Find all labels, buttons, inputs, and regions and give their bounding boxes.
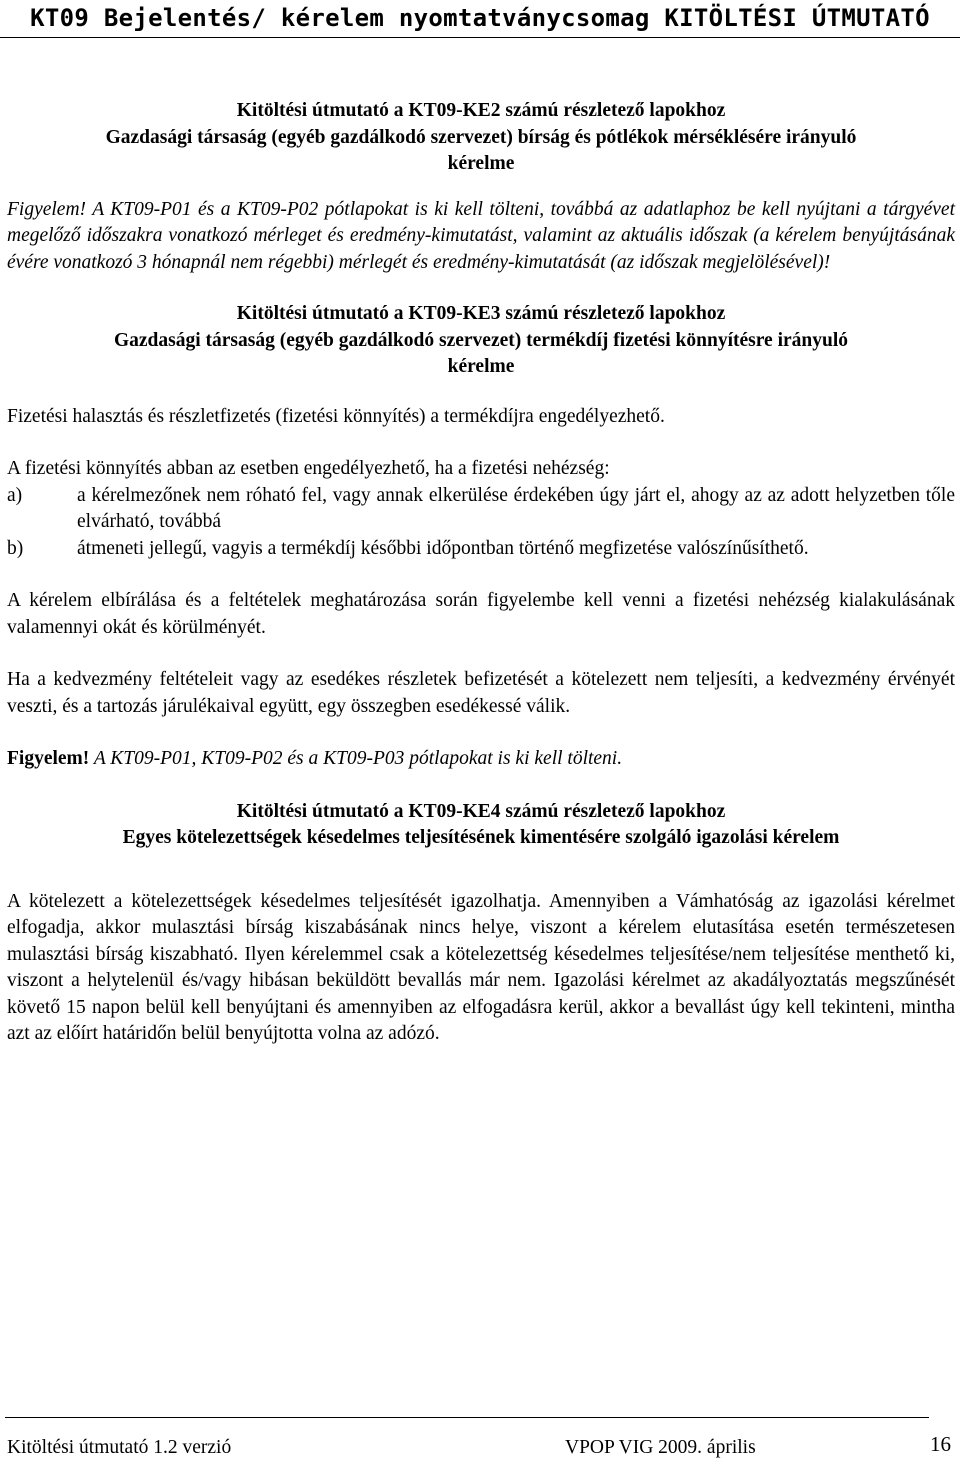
list-marker-a: a)	[7, 484, 23, 506]
page-number: 16	[930, 1432, 951, 1456]
footer-date: VPOP VIG 2009. április	[565, 1437, 756, 1458]
ke3-list-item-a	[7, 483, 955, 536]
ke3-heading-line3: kérelme	[447, 356, 515, 377]
ke2-warning-label: Figyelem!	[7, 198, 87, 220]
ke4-paragraph-1: A kötelezett a kötelezettségek késedelmes teljesítését igazolhatja. Amennyiben a Vámhatóság az igazolási kérelmet elfogadja, akkor mulasztási bírság kiszabásának nincs helye, viszont a kérelem elutasítása esetén természetesen mulasztási bírság kiszabható. Ilyen kérelemmel csak a kötelezettség késedelmes teljesítése/nem teljesítése menthető ki, viszont a helytelenül és/vagy hibásan beküldött bevallás már nem. Igazolási kérelmet az akadályoztatás megszűnését követő 15 napon belül kell benyújtani és amennyiben az elfogadásra kerül, akkor a bevallást úgy kell tekinteni, mintha azt az előírt határidőn belül benyújtotta volna az adózó.	[7, 890, 955, 1044]
ke3-warning-label: Figyelem!	[7, 748, 90, 769]
list-text-a: a kérelmezőnek nem róható fel, vagy annak elkerülése érdekében úgy járt el, ahogy az az adott helyzetben tőle elvárható, továbbá	[77, 484, 955, 532]
ke3-list-item-b	[7, 536, 955, 563]
ke4-heading	[7, 799, 955, 852]
ke3-paragraph-3: A kérelem elbírálása és a feltételek meghatározása során figyelembe kell venni a fizetési nehézség kialakulásának valamennyi okát és körülményét.	[7, 590, 955, 638]
ke2-warning-text: A KT09-P01 és a KT09-P02 pótlapokat is ki kell tölteni, továbbá az adatlaphoz be kell nyújtani a tárgyévet megelőző időszakra vonatkozó mérleget és eredmény-kimutatást, valamint az aktuális időszak (a kérelem benyújtásának évére vonatkozó 3 hónapnál nem régebbi) mérlegét és eredmény-kimutatását (az időszak megjelölésével)!	[7, 198, 955, 273]
ke3-warning-text: A KT09-P01, KT09-P02 és a KT09-P03 pótlapokat is ki kell tölteni.	[89, 748, 623, 769]
ke2-heading-line1: Kitöltési útmutató a KT09-KE2 számú részletező lapokhoz	[236, 100, 726, 121]
ke3-heading	[7, 301, 955, 381]
ke2-heading	[7, 98, 955, 178]
ke3-paragraph-4: Ha a kedvezmény feltételeit vagy az esedékes részletek befizetését a kötelezett nem teljesíti, a kedvezmény érvényét veszti, és a tartozás járulékaival együtt, egy összegben esedékessé válik.	[7, 669, 955, 717]
footer-version: Kitöltési útmutató 1.2 verzió	[7, 1437, 232, 1458]
document-header-title: KT09 Bejelentés/ kérelem nyomtatványcsomag KITÖLTÉSI ÚTMUTATÓ	[30, 4, 930, 32]
footer-divider	[5, 1417, 929, 1418]
ke4-heading-line2: Egyes kötelezettségek késedelmes teljesítésének kimentésére szolgáló igazolási kérelem	[122, 827, 840, 848]
ke2-warning-paragraph	[7, 197, 955, 277]
ke4-heading-line1: Kitöltési útmutató a KT09-KE4 számú részletező lapokhoz	[236, 800, 726, 822]
ke2-heading-line2: Gazdasági társaság (egyéb gazdálkodó szervezet) bírság és pótlékok mérséklésére irányuló	[105, 126, 857, 148]
ke3-warning-paragraph	[7, 746, 955, 773]
list-marker-b: b)	[7, 537, 24, 559]
document-body	[7, 98, 955, 1048]
list-text-b: átmeneti jellegű, vagyis a termékdíj későbbi időpontban történő megfizetése valószínűsíthető.	[77, 537, 809, 559]
ke3-paragraph-1: Fizetési halasztás és részletfizetés (fizetési könnyítés) a termékdíjra engedélyezhető.	[7, 405, 665, 427]
ke3-paragraph-2-intro: A fizetési könnyítés abban az esetben engedélyezhető, ha a fizetési nehézség:	[7, 458, 610, 479]
header-divider	[0, 37, 960, 38]
ke2-heading-line3: kérelme	[447, 153, 515, 174]
ke3-heading-line2: Gazdasági társaság (egyéb gazdálkodó szervezet) termékdíj fizetési könnyítésre irányuló	[113, 329, 849, 351]
ke3-heading-line1: Kitöltési útmutató a KT09-KE3 számú részletező lapokhoz	[236, 303, 726, 324]
